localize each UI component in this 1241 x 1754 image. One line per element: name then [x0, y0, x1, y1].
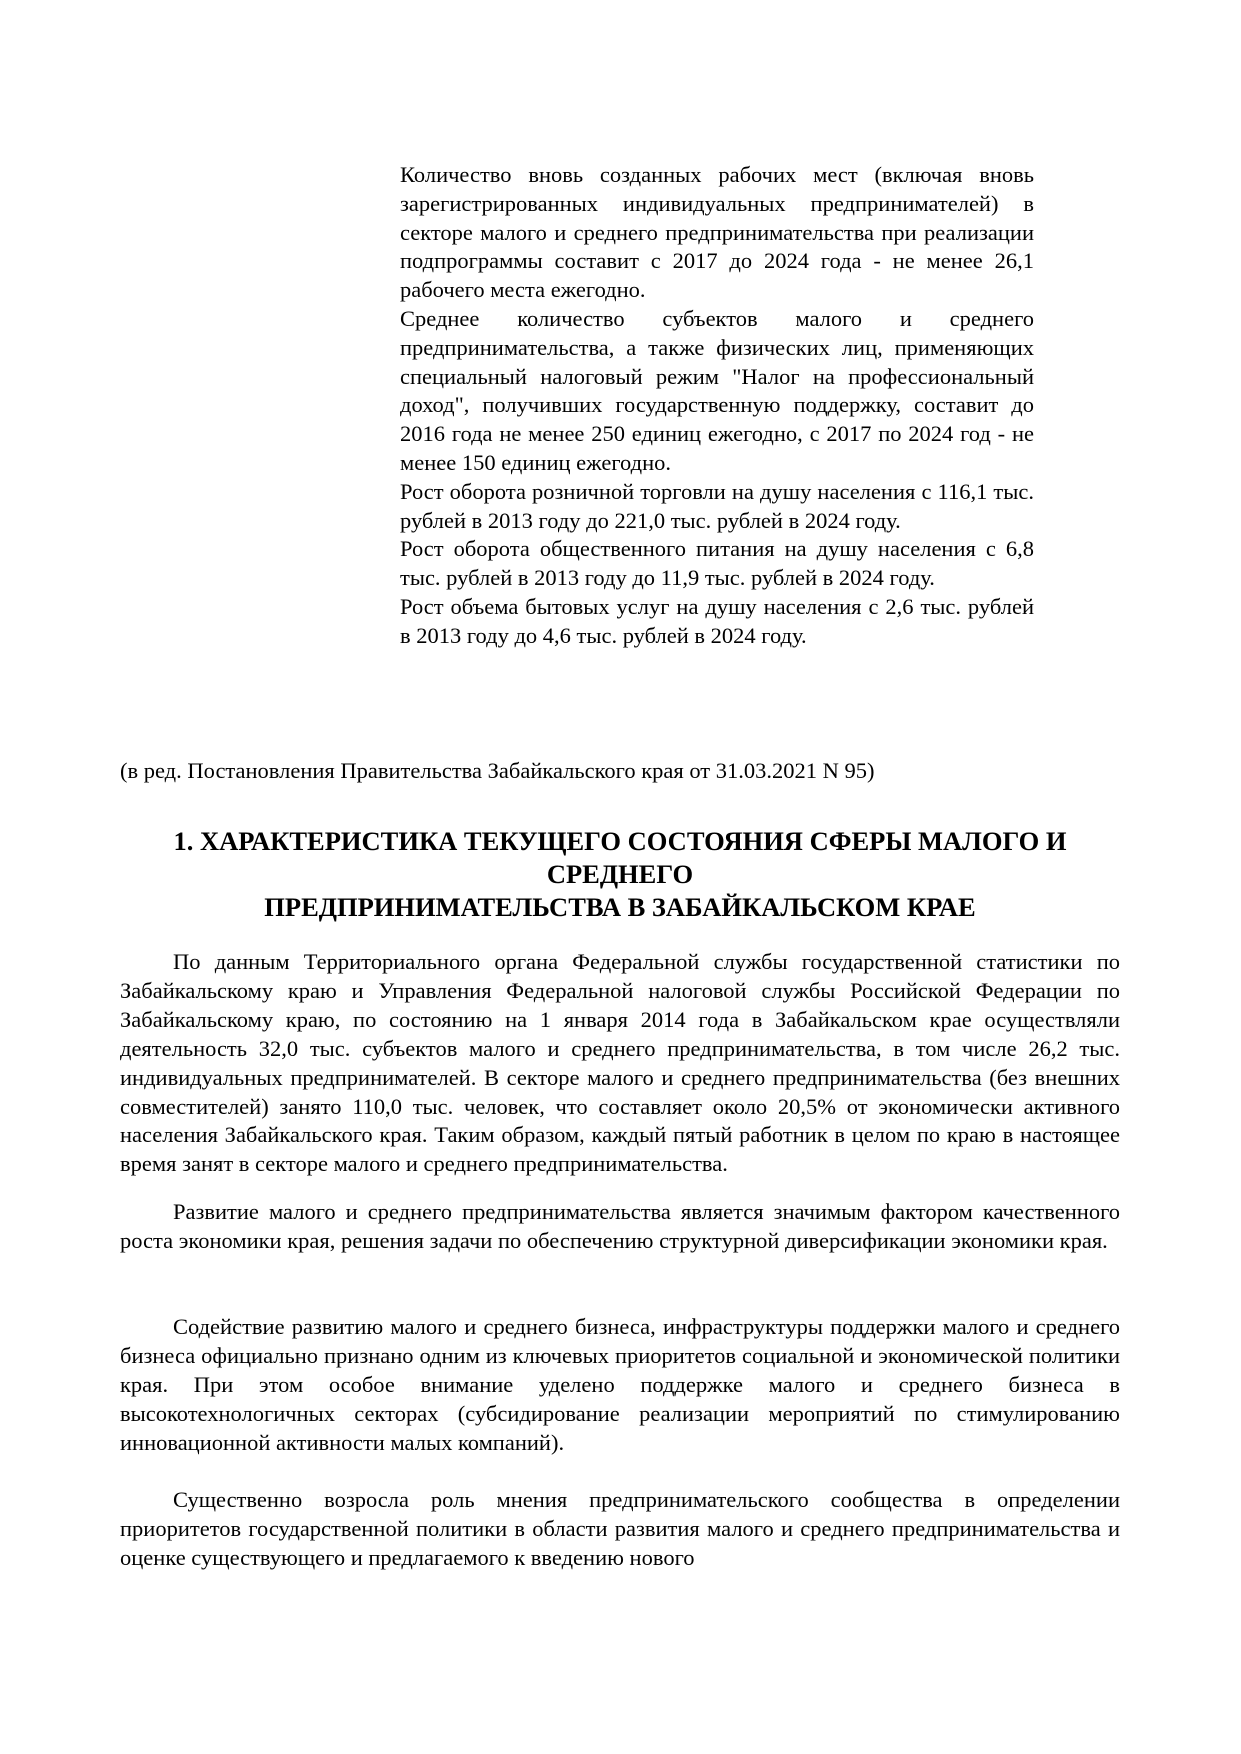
section-heading-line-1: 1. ХАРАКТЕРИСТИКА ТЕКУЩЕГО СОСТОЯНИЯ СФЕРЫ МАЛОГО И — [173, 826, 1067, 856]
body-paragraph-support — [120, 1313, 1120, 1458]
paragraph-text: По данным Территориального органа Федеральной службы государственной статистики по Забайкальскому краю и Управления Федеральной налоговой службы Российской Федерации по Забайкальскому краю, по состоянию на 1 января 2014 года в Забайкальском крае осуществляли деятельность 32,0 тыс. субъектов малого и среднего предпринимательства, в том числе 26,2 тыс. индивидуальных предпринимателей. В секторе малого и среднего предпринимательства (без внешних совместителей) занято 110,0 тыс. человек, что составляет около 20,5% от экономически активного населения Забайкальского края. Таким образом, каждый пятый работник в целом по краю в настоящее время занят в секторе малого и среднего предпринимательства. — [120, 949, 1120, 1177]
body-paragraph-community — [120, 1486, 1120, 1573]
indicator-household-services: Рост объема бытовых услуг на душу населения с 2,6 тыс. рублей в 2013 году до 4,6 тыс. рублей в 2024 году. — [400, 593, 1034, 648]
indicator-supported-subjects: Среднее количество субъектов малого и среднего предпринимательства, а также физических лиц, применяющих специальный налоговый режим "Налог на профессиональный доход", получивших государственную поддержку, составит до 2016 года не менее 250 единиц ежегодно, с 2017 по 2024 год - не менее 150 единиц ежегодно. — [400, 305, 1034, 475]
section-heading-line-2: СРЕДНЕГО — [546, 859, 694, 889]
body-paragraph-development — [120, 1198, 1120, 1256]
body-paragraph-statistics — [120, 948, 1120, 1179]
target-indicators-block — [400, 161, 1034, 651]
section-heading-line-3: ПРЕДПРИНИМАТЕЛЬСТВА В ЗАБАЙКАЛЬСКОМ КРАЕ — [264, 892, 976, 922]
indicator-retail-turnover: Рост оборота розничной торговли на душу населения с 116,1 тыс. рублей в 2013 году до 221,0 тыс. рублей в 2024 году. — [400, 478, 1034, 533]
indicator-catering-turnover: Рост оборота общественного питания на душу населения с 6,8 тыс. рублей в 2013 году до 11,9 тыс. рублей в 2024 году. — [400, 536, 1034, 591]
paragraph-text: Существенно возросла роль мнения предпринимательского сообщества в определении приоритетов государственной политики в области развития малого и среднего предпринимательства и оценке существующего и предлагаемого к введению нового — [120, 1487, 1120, 1570]
section-heading — [120, 825, 1120, 924]
paragraph-text: Содействие развитию малого и среднего бизнеса, инфраструктуры поддержки малого и среднего бизнеса официально признано одним из ключевых приоритетов социальной и экономической политики края. При этом особое внимание уделено поддержке малого и среднего бизнеса в высокотехнологичных секторах (субсидирование реализации мероприятий по стимулированию инновационной активности малых компаний). — [120, 1314, 1120, 1455]
indicator-new-jobs: Количество вновь созданных рабочих мест (включая вновь зарегистрированных индивидуальных предпринимателей) в секторе малого и среднего предпринимательства при реализации подпрограммы составит с 2017 до 2024 года - не менее 26,1 рабочего места ежегодно. — [400, 162, 1034, 303]
amendment-note: (в ред. Постановления Правительства Забайкальского края от 31.03.2021 N 95) — [120, 758, 875, 783]
paragraph-text: Развитие малого и среднего предпринимательства является значимым фактором качественного роста экономики края, решения задачи по обеспечению структурной диверсификации экономики края. — [120, 1199, 1120, 1253]
